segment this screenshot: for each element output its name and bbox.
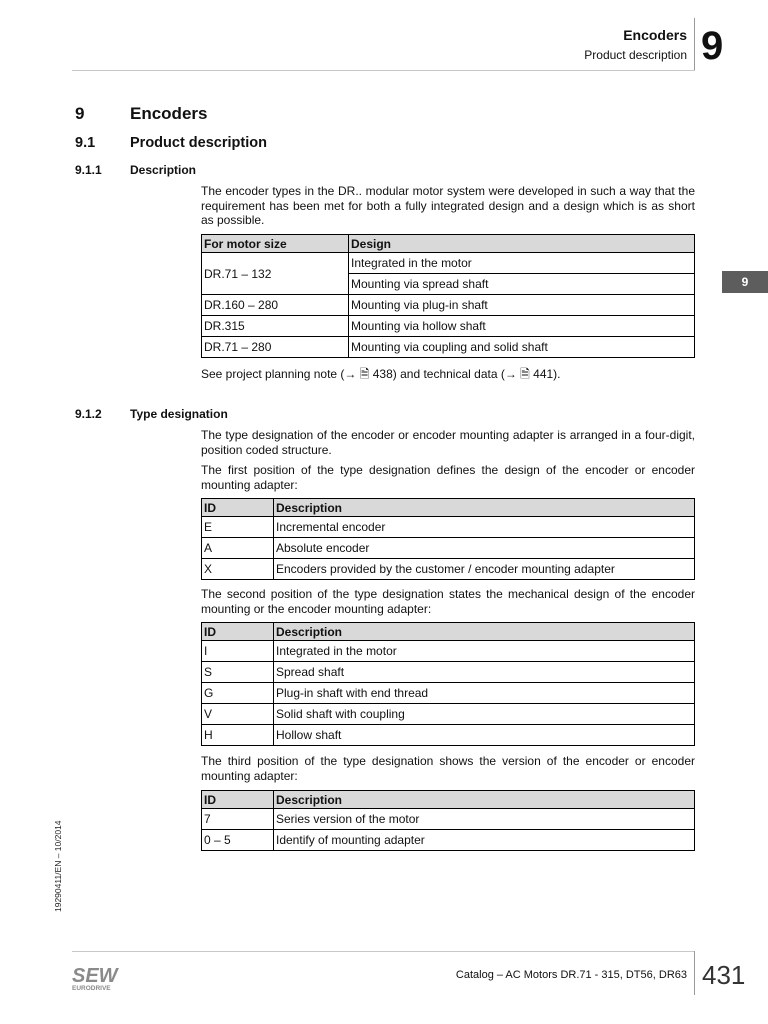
subsection-title: Type designation — [130, 407, 228, 421]
table-header: Description — [274, 791, 695, 809]
description-paragraph: The encoder types in the DR.. modular motor system were developed in such a way that the requirement has been met for both a fully integrated design and a design which is as short as possible. — [201, 184, 695, 227]
table-cell: DR.315 — [202, 316, 349, 337]
page-number: 431 — [702, 960, 746, 990]
table-row — [202, 725, 695, 746]
section-title: Product description — [130, 135, 267, 151]
table-cell: Mounting via plug-in shaft — [349, 295, 695, 316]
logo-subtext: EURODRIVE — [72, 985, 111, 992]
table-row — [202, 683, 695, 704]
table-row — [202, 662, 695, 683]
sew-eurodrive-logo — [72, 964, 132, 992]
table-cell: H — [202, 725, 274, 746]
table-header: Design — [349, 235, 695, 253]
table-cell: DR.160 – 280 — [202, 295, 349, 316]
table-header: ID — [202, 791, 274, 809]
footer-rule — [72, 951, 695, 952]
table-cell: A — [202, 538, 274, 559]
table-row — [202, 559, 695, 580]
table-row — [202, 704, 695, 725]
table-cell: DR.71 – 132 — [202, 253, 349, 295]
table-cell: Mounting via spread shaft — [349, 274, 695, 295]
chapter-tab[interactable]: 9 — [722, 271, 768, 293]
section-number: 9.1 — [75, 135, 96, 151]
table-row — [202, 830, 695, 851]
first-position-table — [201, 498, 695, 580]
table-row — [202, 295, 695, 316]
table-header: Description — [274, 623, 695, 641]
table-cell: 0 – 5 — [202, 830, 274, 851]
third-position-paragraph: The third position of the type designation shows the version of the encoder or encoder mounting adapter: — [201, 754, 695, 783]
footer-catalog-title: Catalog – AC Motors DR.71 - 315, DT56, DR63 — [455, 969, 687, 981]
table-cell: Plug-in shaft with end thread — [274, 683, 695, 704]
second-position-table — [201, 622, 695, 746]
motor-size-table — [201, 234, 695, 358]
table-cell: Series version of the motor — [274, 809, 695, 830]
table-header: Description — [274, 499, 695, 517]
document-id: 19290411/EN – 10/2014 — [53, 820, 63, 912]
table-cell: Mounting via hollow shaft — [349, 316, 695, 337]
table-header: ID — [202, 623, 274, 641]
table-cell: Integrated in the motor — [274, 641, 695, 662]
table-cell: Hollow shaft — [274, 725, 695, 746]
logo-text: SEW — [72, 965, 118, 987]
second-position-paragraph: The second position of the type designation states the mechanical design of the encoder mounting or the encoder mounting adapter: — [201, 587, 695, 616]
table-cell: Solid shaft with coupling — [274, 704, 695, 725]
subsection-title: Description — [130, 163, 197, 177]
table-cell: Absolute encoder — [274, 538, 695, 559]
table-cell: Mounting via coupling and solid shaft — [349, 337, 695, 358]
header-subtitle: Product description — [584, 48, 687, 62]
table-cell: Incremental encoder — [274, 517, 695, 538]
header-divider — [694, 18, 695, 70]
chapter-number: 9 — [75, 104, 85, 123]
table-cell: Integrated in the motor — [349, 253, 695, 274]
table-cell: V — [202, 704, 274, 725]
subsection-number: 9.1.1 — [75, 163, 102, 177]
table-cell: X — [202, 559, 274, 580]
table-row — [202, 253, 695, 274]
first-position-paragraph: The first position of the type designation defines the design of the encoder or encoder mounting adapter: — [201, 463, 695, 492]
table-cell: Spread shaft — [274, 662, 695, 683]
header-chapter-number: 9 — [701, 24, 724, 68]
footer-divider — [694, 951, 695, 995]
table-cell: DR.71 – 280 — [202, 337, 349, 358]
table-cell: 7 — [202, 809, 274, 830]
subsection-number: 9.1.2 — [75, 407, 102, 421]
table-row — [202, 316, 695, 337]
table-header: ID — [202, 499, 274, 517]
table-cell: Identify of mounting adapter — [274, 830, 695, 851]
table-header: For motor size — [202, 235, 349, 253]
table-cell: E — [202, 517, 274, 538]
table-cell: S — [202, 662, 274, 683]
header-rule — [72, 70, 695, 71]
third-position-table — [201, 790, 695, 851]
table-cell: I — [202, 641, 274, 662]
table-row — [202, 641, 695, 662]
chapter-title: Encoders — [130, 104, 208, 123]
header-title: Encoders — [623, 27, 687, 43]
table-row — [202, 809, 695, 830]
table-row — [202, 517, 695, 538]
project-planning-note: See project planning note (→ 🗎 438) and technical data (→ 🗎 441). — [201, 367, 561, 381]
table-cell: G — [202, 683, 274, 704]
type-designation-paragraph: The type designation of the encoder or encoder mounting adapter is arranged in a four-digit, position coded structure. — [201, 428, 695, 457]
table-row — [202, 538, 695, 559]
table-cell: Encoders provided by the customer / encoder mounting adapter — [274, 559, 695, 580]
table-row — [202, 337, 695, 358]
